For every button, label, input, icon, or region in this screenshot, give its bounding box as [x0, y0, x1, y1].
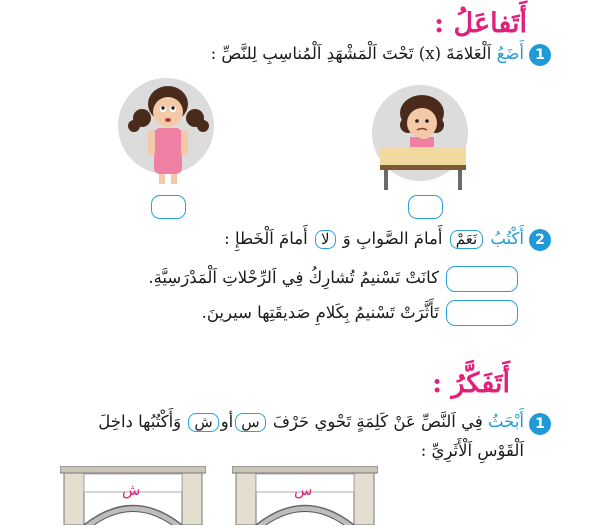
no-label-box: لا — [315, 230, 336, 249]
statement-text: تَأَثَّرَتْ تَسْنيمُ بِكَلامِ صَديقَتِها سيرينَ. — [201, 303, 439, 322]
arch-shin[interactable] — [60, 466, 206, 525]
instruction-text-line2: اَلْقَوْسِ اَلْأَثَرِيِّ : — [420, 441, 524, 460]
arch-letter-label: ش — [122, 481, 141, 499]
section-title-interact: أَتَفاعَلُ : — [434, 8, 527, 39]
task2-instruction — [224, 229, 524, 249]
thinking-girl-icon — [118, 78, 214, 188]
task1-instruction — [211, 44, 524, 64]
task-number-badge: 1 — [529, 44, 551, 66]
instruction-text: فِي اَلنَّصِّ عَنْ كَلِمَةٍ تَحْوي حَرْفَ — [272, 412, 483, 431]
illustration-standing-girl — [118, 78, 214, 174]
search-task-instruction — [98, 412, 524, 432]
arch-sin[interactable] — [232, 466, 378, 525]
answer-box-girl-at-desk[interactable] — [408, 195, 443, 219]
instruction-verb: أَكْتُبُ — [490, 229, 524, 248]
instruction-text: اَلْعَلامَةَ (x) تَحْتَ اَلْمَشْهَدِ اَلْمُناسِبِ لِلنَّصِّ : — [210, 44, 492, 63]
letter-sin-box: س — [235, 413, 265, 432]
task-number-badge: 1 — [529, 413, 551, 435]
task-number-badge: 2 — [529, 229, 551, 251]
instruction-verb: أَبْحَثُ — [487, 412, 524, 431]
instruction-text: أو — [220, 412, 234, 431]
arch-letter-label: س — [294, 481, 313, 499]
instruction-text: أَمامَ الصَّوابِ وَ — [342, 229, 443, 248]
yes-label-box: نَعَمْ — [450, 230, 483, 249]
instruction-verb: أَضَعُ — [496, 44, 524, 63]
instruction-text: وَأَكْتُبُها داخِلَ — [98, 412, 182, 431]
instruction-text: أَمامَ اَلْخَطإِ : — [224, 229, 308, 248]
answer-box-statement-1[interactable] — [446, 266, 518, 292]
letter-shin-box: ش — [188, 413, 218, 432]
answer-box-standing-girl[interactable] — [151, 195, 186, 219]
statement-text: كانَتْ تَسْنيمُ تُشارِكُ فِي اَلرِّحْلاتِ اَلْمَدْرَسِيَّةِ. — [148, 268, 439, 287]
illustration-girl-at-desk — [372, 85, 468, 181]
section-title-reflect: أَتَفَكَّرُ : — [432, 368, 510, 399]
answer-box-statement-2[interactable] — [446, 300, 518, 326]
sad-girl-desk-icon — [372, 85, 468, 195]
